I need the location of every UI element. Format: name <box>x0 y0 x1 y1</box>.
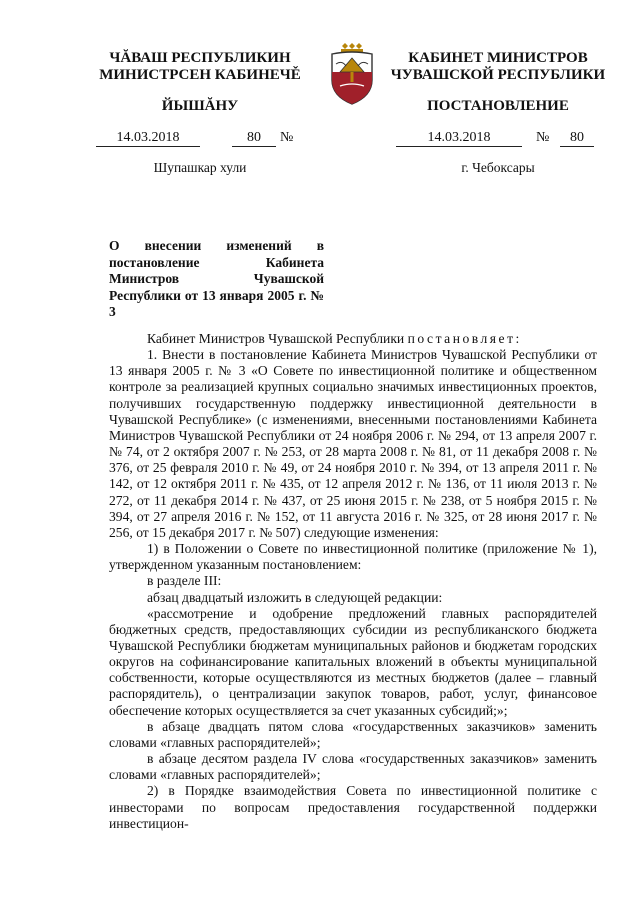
date-field-left: 14.03.2018 <box>96 130 200 147</box>
intro-text: Кабинет Министров Чувашской Республики <box>147 331 405 346</box>
header-right-line1: КАБИНЕТ МИНИСТРОВ <box>408 50 588 66</box>
number-field-left: 80 <box>232 130 276 147</box>
paragraph-5: «рассмотрение и одобрение предложений главных распорядителей бюджетных средств, предоставляющих субсидии из республиканского бюджета Чувашской Республики бюджетам муниципальных районов и бюджетам городских округов на софинансирование капитальных вложений в объекты муниципальной собственности, которые осуществляются из местных бюджетов (далее – главный распорядитель), о централизации закупок товаров, работ, услуг, финансовое обеспечение которых осуществляется за счет указанных субсидий;»; <box>109 605 597 718</box>
number-sign-right: № <box>536 130 550 145</box>
place-chuvash: Шупашкар хули <box>153 160 247 175</box>
number-row-right <box>396 130 596 148</box>
number-sign-left: № <box>280 130 294 145</box>
paragraph-1: 1. Внести в постановление Кабинета Министров Чувашской Республики от 13 января 2005 г. № 3 «О Совете по инвестиционной политике и общественном контроле за реализацией крупных социально значимых инвестиционных проектов, получивших государственную поддержку инвестиционной деятельности в Чувашской Республике» (с изменениями, внесенными постановлениями Кабинета Министров Чувашской Республики от 24 ноября 2006 г. № 294, от 13 апреля 2007 г. № 74, от 2 октября 2007 г. № 253, от 28 марта 2008 г. № 81, от 11 декабря 2008 г. № 376, от 25 февраля 2010 г. № 49, от 24 ноября 2010 г. № 394, от 13 апреля 2011 г. № 142, от 12 октября 2011 г. № 435, от 12 апреля 2012 г. № 136, от 11 июля 2013 г. № 272, от 11 декабря 2014 г. № 437, от 25 июня 2015 г. № 238, от 5 ноября 2015 г. № 394, от 27 апреля 2016 г. № 152, от 11 августа 2016 г. № 325, от 28 июня 2017 г. № 256, от 15 декабря 2017 г. № 507) следующие изменения: <box>109 347 597 540</box>
document-body <box>109 331 597 832</box>
header-right <box>388 50 608 84</box>
number-field-right: 80 <box>560 130 594 147</box>
header-left-line2: МИНИСТРСЕН КАБИНЕЧĚ <box>99 67 301 83</box>
document-subject: О внесении изменений в постановление Кабинета Министров Чувашской Республики от 13 января 2005 г. № 3 <box>109 238 324 319</box>
place-russian: г. Чебоксары <box>461 160 535 175</box>
header-left <box>80 50 320 84</box>
number-row-left <box>96 130 316 148</box>
header-left-line1: ЧĂВАШ РЕСПУБЛИКИН <box>109 50 291 66</box>
paragraph-8: 2) в Порядке взаимодействия Совета по инвестиционной политике с инвесторами по вопросам предоставления государственной поддержки инвестицион- <box>109 783 597 831</box>
paragraph-3: в разделе III: <box>147 573 222 589</box>
intro-resolves: постановляет: <box>407 331 522 346</box>
date-field-right: 14.03.2018 <box>396 130 522 147</box>
paragraph-6: в абзаце двадцать пятом слова «государственных заказчиков» заменить словами «главных распорядителей»; <box>109 718 597 750</box>
header-right-line2: ЧУВАШСКОЙ РЕСПУБЛИКИ <box>390 67 606 83</box>
doc-type-chuvash: ЙЫШĂНУ <box>161 98 239 114</box>
paragraph-2: 1) в Положении о Совете по инвестиционной политике (приложение № 1), утвержденном указанным постановлением: <box>109 541 597 573</box>
paragraph-7: в абзаце десятом раздела IV слова «государственных заказчиков» заменить словами «главных распорядителей»; <box>109 751 597 783</box>
intro-paragraph <box>109 331 597 347</box>
doc-type-russian: ПОСТАНОВЛЕНИЕ <box>427 98 569 114</box>
chuvash-emblem-icon <box>326 42 378 106</box>
paragraph-4: абзац двадцатый изложить в следующей редакции: <box>147 589 443 605</box>
